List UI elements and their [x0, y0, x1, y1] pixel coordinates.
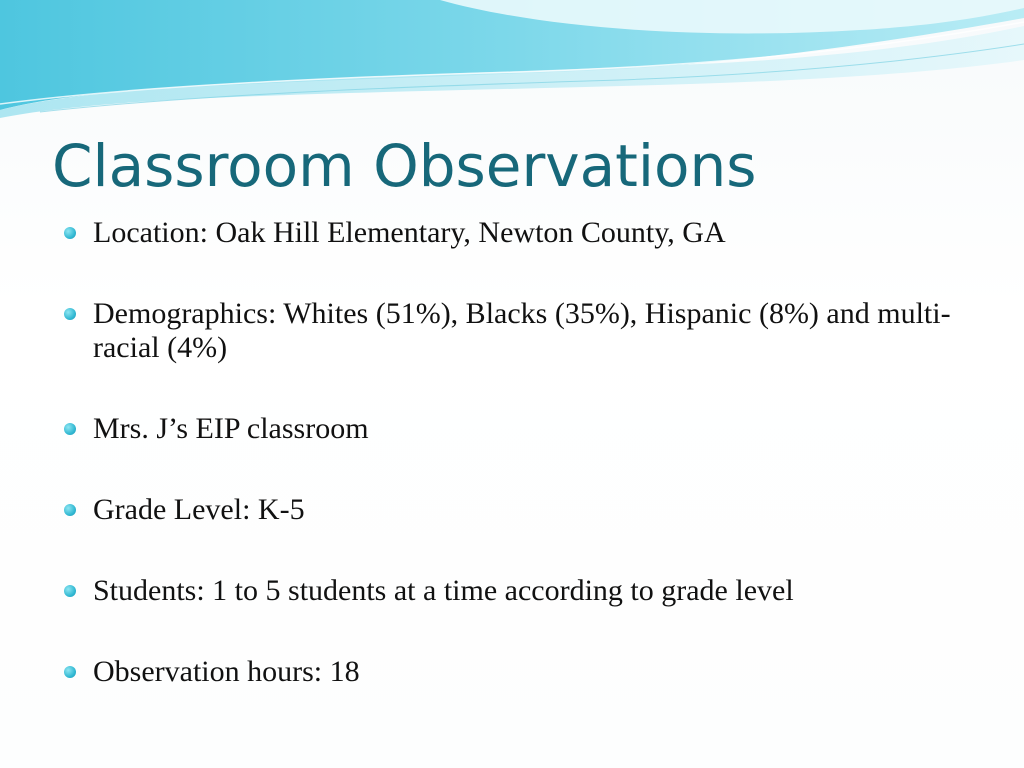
- bullet-item-location: [60, 216, 980, 250]
- decorative-wave-banner: [0, 0, 1024, 130]
- bullet-list: [60, 216, 980, 689]
- bullet-item-classroom: [60, 412, 980, 446]
- bullet-text: Grade Level: K-5: [93, 493, 305, 526]
- bullet-dot-icon: [64, 308, 76, 320]
- bullet-text: Demographics: Whites (51%), Blacks (35%), Hispanic (8%) and multi-racial (4%): [93, 297, 951, 364]
- bullet-dot-icon: [64, 666, 76, 678]
- bullet-dot-icon: [64, 423, 76, 435]
- bullet-item-grade-level: [60, 493, 980, 527]
- bullet-text: Location: Oak Hill Elementary, Newton County, GA: [93, 216, 726, 249]
- bullet-dot-icon: [64, 504, 76, 516]
- bullet-text: Mrs. J’s EIP classroom: [93, 412, 369, 445]
- bullet-dot-icon: [64, 585, 76, 597]
- bullet-dot-icon: [64, 227, 76, 239]
- bullet-item-students: [60, 574, 980, 608]
- bullet-item-observation-hours: [60, 655, 980, 689]
- slide-title: Classroom Observations: [52, 132, 757, 200]
- bullet-text: Students: 1 to 5 students at a time according to grade level: [93, 574, 794, 607]
- bullet-item-demographics: [60, 297, 980, 365]
- bullet-text: Observation hours: 18: [93, 655, 360, 688]
